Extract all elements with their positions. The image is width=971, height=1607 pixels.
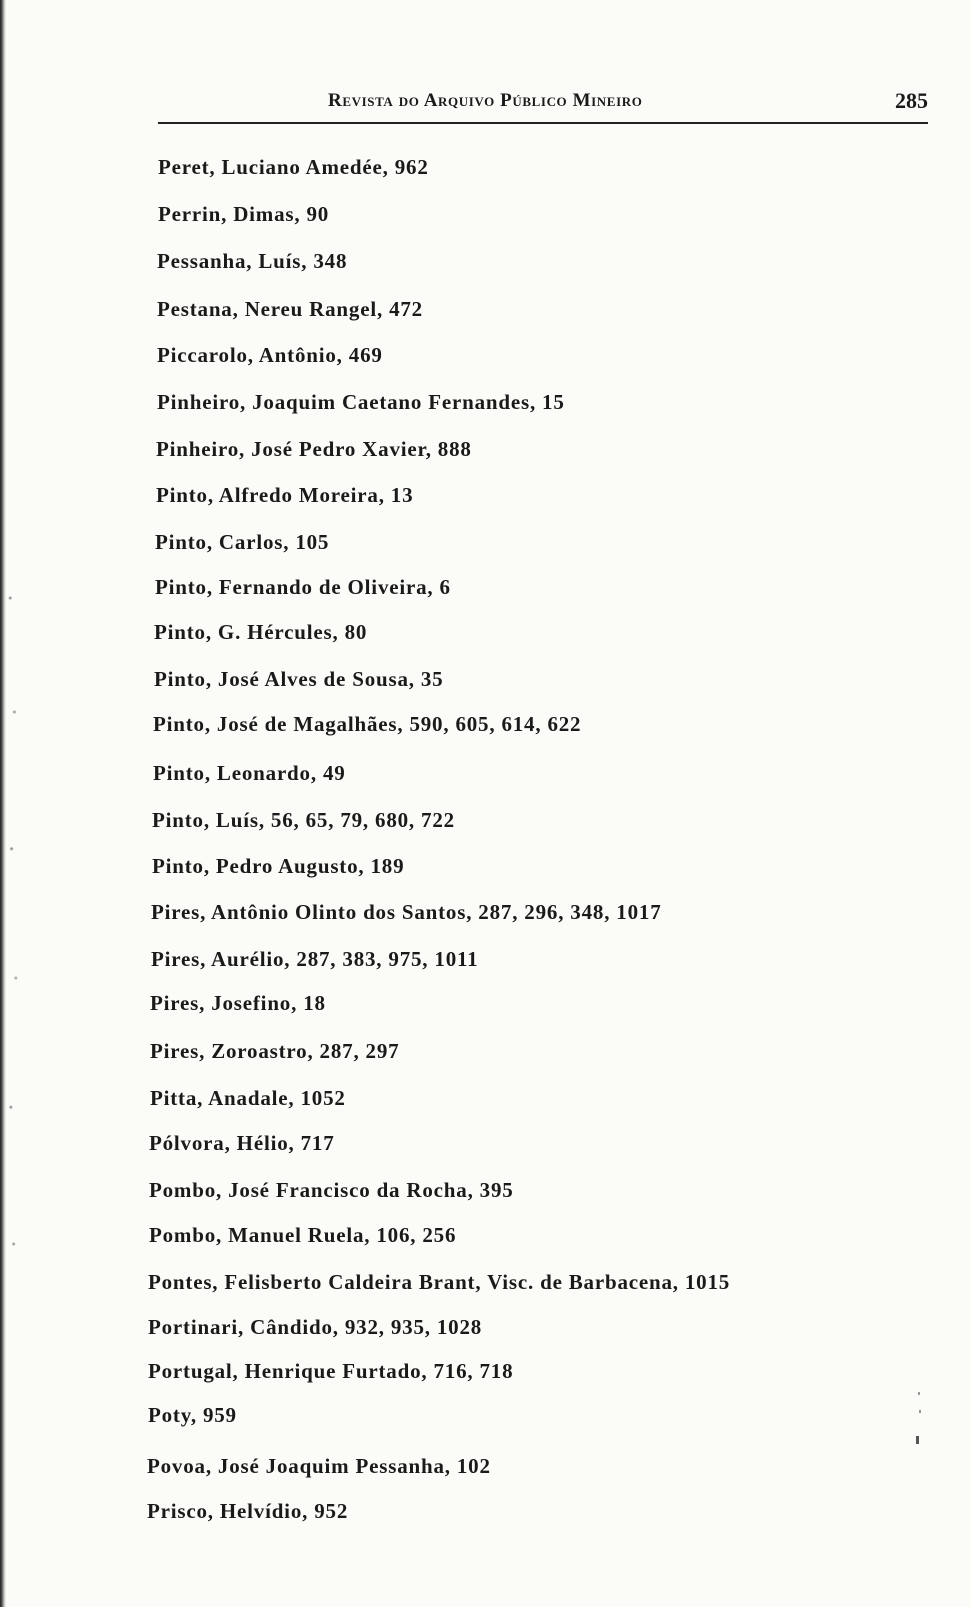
- index-entry: Pinto, Carlos, 105: [155, 530, 330, 554]
- index-entry: Pinto, José Alves de Sousa, 35: [154, 667, 444, 691]
- index-entry: Pires, Zoroastro, 287, 297: [150, 1039, 400, 1063]
- index-entry: Pinheiro, Joaquim Caetano Fernandes, 15: [157, 390, 565, 414]
- index-entry: Portugal, Henrique Furtado, 716, 718: [148, 1359, 514, 1383]
- index-entry: Peret, Luciano Amedée, 962: [158, 155, 429, 179]
- index-entry: Pessanha, Luís, 348: [157, 249, 348, 273]
- index-entry: Pires, Aurélio, 287, 383, 975, 1011: [151, 947, 479, 971]
- index-entry: Pinto, José de Magalhães, 590, 605, 614, 622: [153, 712, 582, 736]
- running-header: [158, 86, 928, 124]
- index-entry: Pinto, Pedro Augusto, 189: [152, 854, 405, 878]
- stray-mark: [916, 1436, 919, 1444]
- index-entry: Pinto, Leonardo, 49: [153, 761, 346, 785]
- index-entry: Pinto, Alfredo Moreira, 13: [156, 483, 414, 507]
- page-number: 285: [895, 88, 928, 113]
- index-entry: Pontes, Felisberto Caldeira Brant, Visc. de Barbacena, 1015: [148, 1270, 731, 1294]
- index-entry: Piccarolo, Antônio, 469: [157, 343, 383, 367]
- index-entry: Pólvora, Hélio, 717: [149, 1131, 335, 1155]
- index-entry: Pires, Josefino, 18: [150, 991, 326, 1015]
- index-entry: Pestana, Nereu Rangel, 472: [157, 297, 423, 321]
- index-entry: Pinheiro, José Pedro Xavier, 888: [156, 437, 472, 461]
- index-entry: Pombo, Manuel Ruela, 106, 256: [149, 1223, 457, 1247]
- running-title: Revista do Arquivo Público Mineiro: [328, 90, 643, 111]
- index-entry: Pombo, José Francisco da Rocha, 395: [149, 1178, 514, 1202]
- index-entry: Prisco, Helvídio, 952: [147, 1499, 349, 1523]
- index-entry: Povoa, José Joaquim Pessanha, 102: [147, 1454, 491, 1478]
- index-entry: Pitta, Anadale, 1052: [150, 1086, 346, 1110]
- stray-mark: [918, 1392, 920, 1395]
- index-entry: Perrin, Dimas, 90: [158, 202, 330, 226]
- index-entry: Pinto, G. Hércules, 80: [154, 620, 368, 644]
- index-entry: Pinto, Luís, 56, 65, 79, 680, 722: [152, 808, 455, 832]
- index-entry: Pinto, Fernando de Oliveira, 6: [155, 575, 451, 599]
- index-entry: Poty, 959: [148, 1403, 237, 1427]
- index-entry: Portinari, Cândido, 932, 935, 1028: [148, 1315, 483, 1339]
- stray-mark: [919, 1410, 921, 1413]
- index-entry: Pires, Antônio Olinto dos Santos, 287, 296, 348, 1017: [151, 900, 662, 924]
- scan-noise: [6, 560, 20, 1320]
